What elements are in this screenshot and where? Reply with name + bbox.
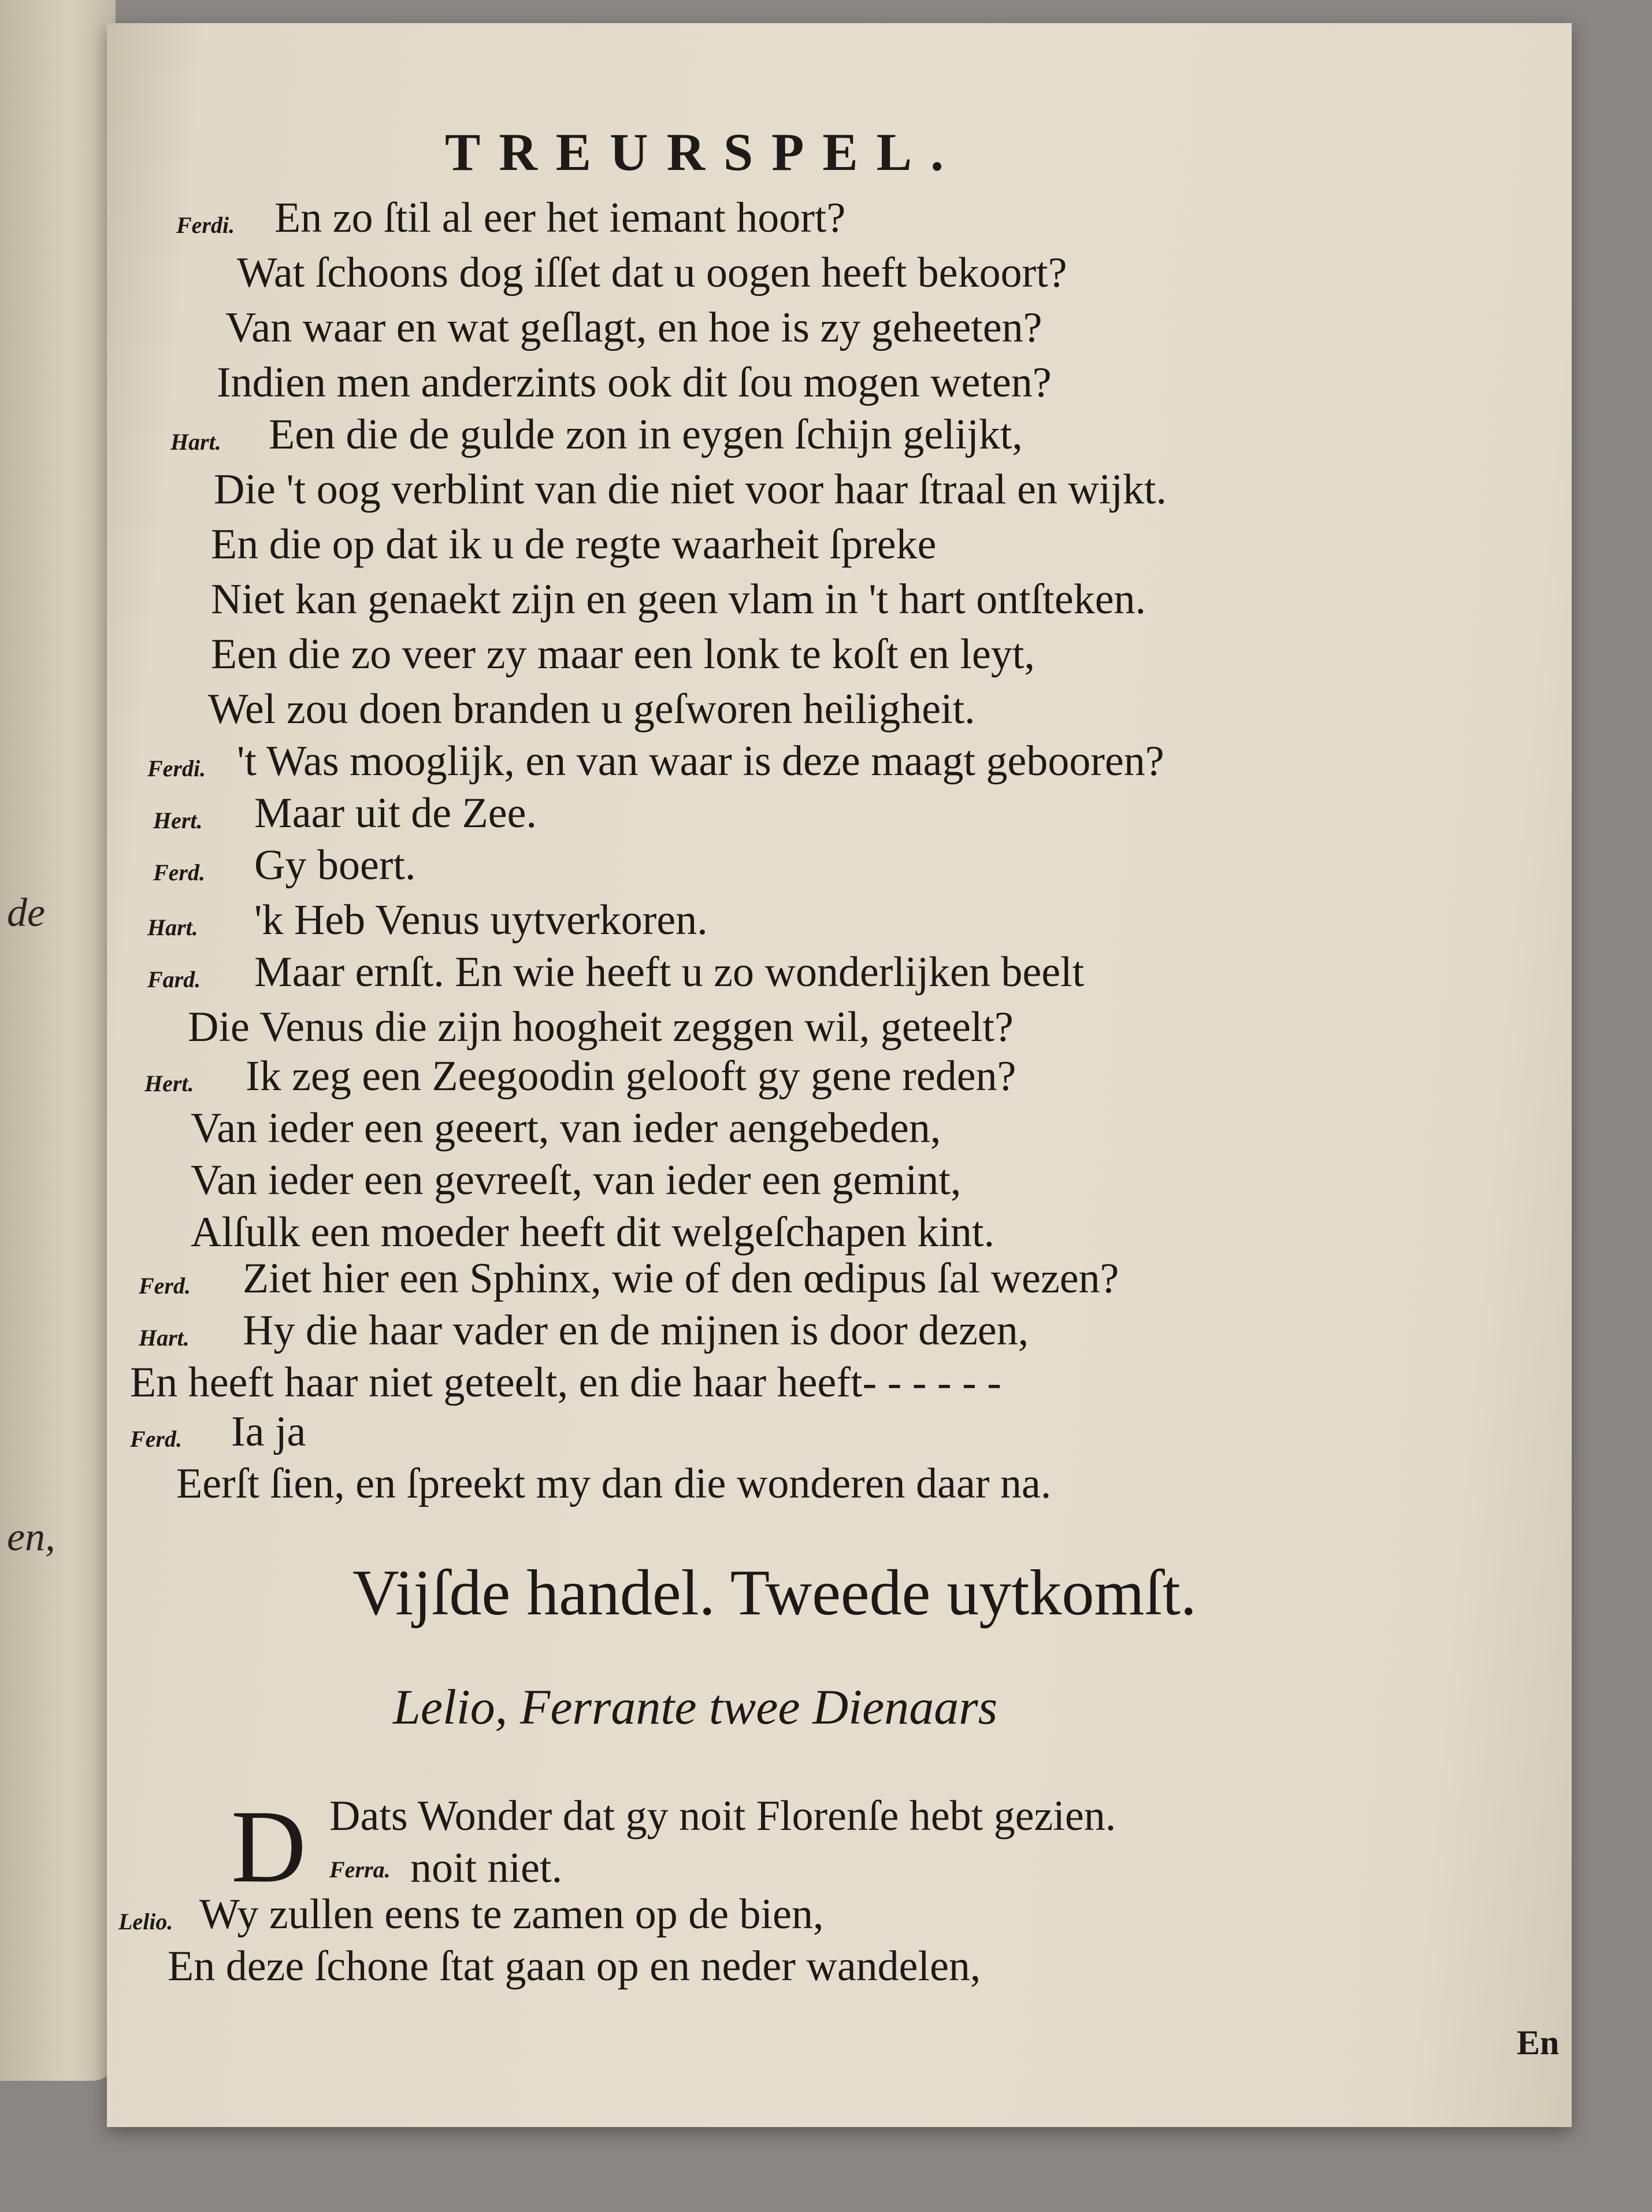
verse-line: Niet kan genaekt zijn en geen vlam in 't hart ontſteken. — [211, 576, 1146, 623]
verse-line: Maar uit de Zee. — [254, 790, 537, 837]
verse-line: Wat ſchoons dog iſſet dat u oogen heeft bekoort? — [237, 249, 1067, 297]
verse-line: Ziet hier een Sphinx, wie of den œdipus ſal wezen? — [243, 1255, 1119, 1302]
verse-line: Wel zou doen branden u geſworen heiligheit. — [208, 686, 975, 733]
verse-line: En heeft haar niet geteelt, en die haar heeft- - - - - - — [130, 1359, 1001, 1406]
verse-line: Eerſt ſien, en ſpreekt my dan die wonderen daar na. — [176, 1460, 1052, 1507]
verse-line: Hy die haar vader en de mijnen is door dezen, — [243, 1307, 1029, 1354]
running-head: TREURSPEL. — [445, 123, 963, 181]
speaker-label: Ferd. — [139, 1273, 191, 1299]
verse-line: 'k Heb Venus uytverkoren. — [254, 896, 708, 944]
cast-list: Lelio, Ferrante twee Dienaars — [393, 1679, 998, 1735]
speaker-label: Ferd. — [130, 1426, 182, 1452]
verse-line: Alſulk een moeder heeft dit welgeſchapen kint. — [191, 1209, 995, 1256]
verse-line: Van waar en wat geſlagt, en hoe is zy geheeten? — [225, 304, 1042, 351]
speaker-label: Hart. — [139, 1325, 190, 1351]
speaker-label: Ferdi. — [147, 755, 206, 781]
speaker-label: Hart. — [170, 429, 221, 455]
verse-line: Die 't oog verblint van die niet voor haar ſtraal en wijkt. — [214, 466, 1167, 513]
left-page-fragment: en, — [7, 1515, 55, 1559]
verse-line: Een die zo veer zy maar een lonk te koſt en leyt, — [211, 631, 1035, 678]
verse-line: Ia ja — [231, 1408, 306, 1455]
verse-line: Wy zullen eens te zamen op de bien, — [199, 1891, 824, 1938]
verse-line: Indien men anderzints ook dit ſou mogen weten? — [217, 359, 1052, 406]
speaker-label: Ferdi. — [176, 212, 235, 238]
speaker-label: Lelio. — [118, 1909, 173, 1935]
left-page-edge — [0, 0, 116, 2081]
speaker-label: Hert. — [144, 1070, 194, 1096]
speaker-label: Hert. — [153, 807, 203, 833]
book-page — [107, 23, 1572, 2127]
verse-line: Van ieder een gevreeſt, van ieder een gemint, — [191, 1157, 961, 1204]
verse-line: Een die de gulde zon in eygen ſchijn gelijkt, — [269, 411, 1023, 458]
left-page-fragment: de — [7, 891, 46, 935]
verse-line: Maar ernſt. En wie heeft u zo wonderlijken beelt — [254, 948, 1085, 996]
speaker-label: Ferd. — [153, 859, 205, 885]
verse-line: 't Was mooglijk, en van waar is deze maagt gebooren? — [237, 738, 1164, 785]
verse-line: noit niet. — [410, 1844, 563, 1892]
verse-line: Ik zeg een Zeegoodin gelooft gy gene reden? — [246, 1053, 1016, 1100]
verse-line: Die Venus die zijn hoogheit zeggen wil, geteelt? — [188, 1003, 1014, 1051]
verse-line: En die op dat ik u de regte waarheit ſpreke — [211, 521, 937, 568]
scene-heading: Vijſde handel. Tweede uytkomſt. — [352, 1557, 1197, 1629]
speaker-label: Hart. — [147, 914, 198, 940]
verse-line: En zo ſtil al eer het iemant hoort? — [274, 194, 846, 242]
verse-line: Gy boert. — [254, 842, 416, 889]
catchword: En — [1517, 2024, 1560, 2062]
verse-line: En deze ſchone ſtat gaan op en neder wandelen, — [168, 1943, 981, 1990]
drop-cap: D — [231, 1789, 306, 1904]
verse-line: Dats Wonder dat gy noit Florenſe hebt gezien. — [329, 1792, 1116, 1840]
speaker-label: Fard. — [147, 966, 201, 992]
verse-line: Van ieder een geeert, van ieder aengebeden, — [191, 1105, 941, 1152]
speaker-label: Ferra. — [329, 1857, 391, 1883]
